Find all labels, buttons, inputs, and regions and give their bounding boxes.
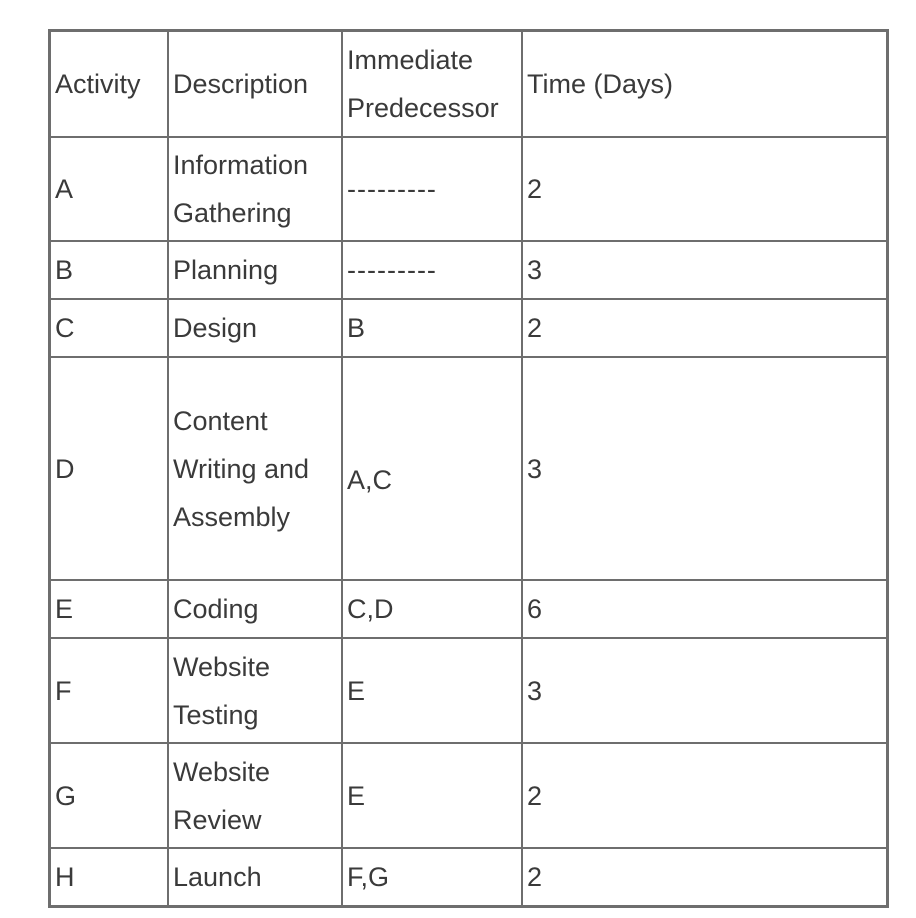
description-cell: Website Review: [168, 743, 342, 848]
table-row: [50, 241, 887, 299]
description-cell: Website Testing: [168, 638, 342, 743]
activity-table: [48, 29, 889, 908]
time-cell: 6: [522, 580, 887, 638]
header-predecessor: Immediate Predecessor: [342, 31, 522, 137]
time-cell: 3: [522, 357, 887, 580]
predecessor-cell: C,D: [342, 580, 522, 638]
time-cell: 2: [522, 299, 887, 357]
activity-cell: D: [50, 357, 168, 580]
predecessor-cell: E: [342, 638, 522, 743]
header-activity: Activity: [50, 31, 168, 137]
predecessor-cell: F,G: [342, 848, 522, 906]
activity-cell: A: [50, 137, 168, 241]
description-cell: Coding: [168, 580, 342, 638]
predecessor-cell: ---------: [342, 241, 522, 299]
table-row: [50, 357, 887, 580]
time-cell: 3: [522, 241, 887, 299]
time-cell: 3: [522, 638, 887, 743]
activity-cell: E: [50, 580, 168, 638]
activity-cell: G: [50, 743, 168, 848]
activity-cell: F: [50, 638, 168, 743]
predecessor-cell: B: [342, 299, 522, 357]
description-cell: Information Gathering: [168, 137, 342, 241]
description-cell: Content Writing and Assembly: [168, 357, 342, 580]
activity-cell: C: [50, 299, 168, 357]
time-cell: 2: [522, 743, 887, 848]
table-header-row: [50, 31, 887, 137]
activity-cell: B: [50, 241, 168, 299]
header-description: Description: [168, 31, 342, 137]
table-row: [50, 580, 887, 638]
predecessor-cell: E: [342, 743, 522, 848]
table-row: [50, 137, 887, 241]
description-cell: Design: [168, 299, 342, 357]
time-cell: 2: [522, 137, 887, 241]
header-time: Time (Days): [522, 31, 887, 137]
table-row: [50, 743, 887, 848]
activity-cell: H: [50, 848, 168, 906]
time-cell: 2: [522, 848, 887, 906]
table-row: [50, 638, 887, 743]
predecessor-cell: ---------: [342, 137, 522, 241]
description-cell: Launch: [168, 848, 342, 906]
predecessor-cell: A,C: [342, 357, 522, 580]
table-row: [50, 299, 887, 357]
description-cell: Planning: [168, 241, 342, 299]
table-row: [50, 848, 887, 906]
